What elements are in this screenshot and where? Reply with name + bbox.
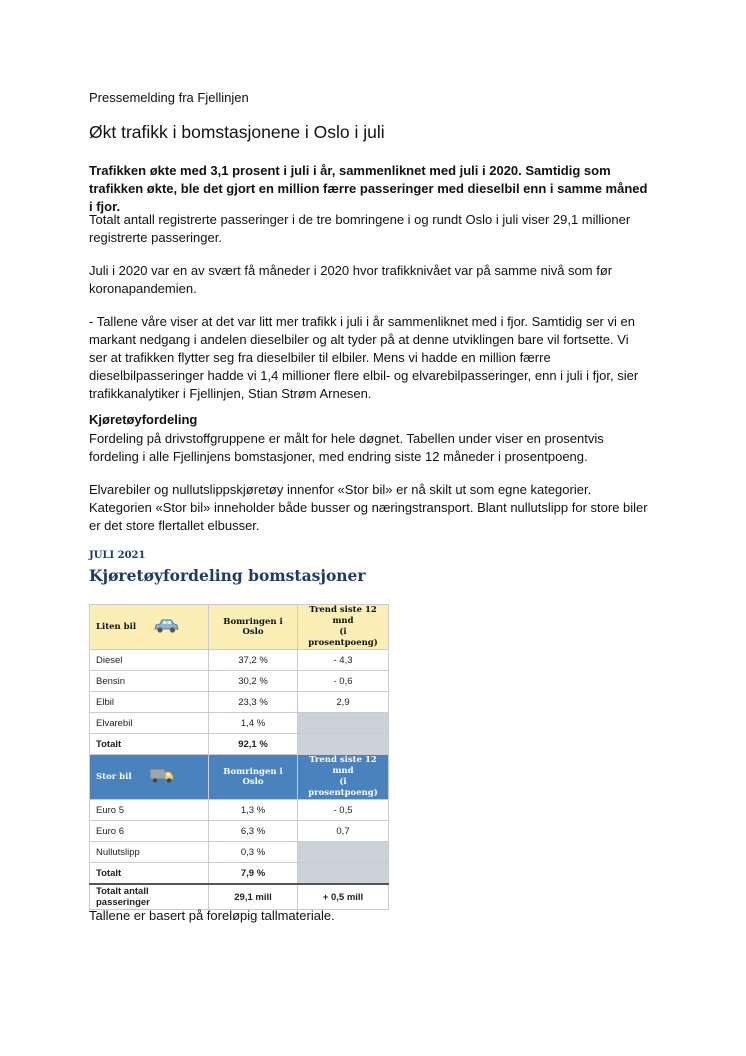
row-label: Euro 5 <box>90 800 209 821</box>
footer-note: Tallene er basert på foreløpig tallmateriale. <box>89 908 335 923</box>
table-row <box>90 821 389 842</box>
large-col-trend-header <box>298 755 389 800</box>
row-label: Elvarebil <box>90 713 209 734</box>
grand-total-trend: + 0,5 mill <box>298 884 389 910</box>
paragraph-3: - Tallene våre viser at det var litt mer trafikk i juli i år sammenliknet med i fjor. Samtidig ser vi en markant nedgang i andelen dieselbiler og alt tyder på at denne utviklingen bare vil fortsette. Vi ser at trafikken flytter seg fra dieselbiler til elbiler. Mens vi hadde en million færre dieselbilpasseringer hadde vi 1,4 millioner flere elbil- og elvarebilpasseringer, enn i juli i fjor, sier trafikkanalytiker i Fjellinjen, Stian Strøm Arnesen. <box>89 314 639 401</box>
small-col-trend-line2: (i prosentpoeng) <box>308 627 378 648</box>
large-vehicle-header-row <box>90 755 389 800</box>
total-label: Totalt <box>90 734 209 755</box>
total-value: 92,1 % <box>209 734 298 755</box>
large-vehicle-label: Stor bil <box>96 772 132 782</box>
row-trend: 2,9 <box>298 692 389 713</box>
truck-icon <box>149 768 175 787</box>
small-vehicle-label: Liten bil <box>96 622 137 632</box>
section-heading: Kjøretøyfordeling <box>89 412 198 427</box>
row-value: 1,3 % <box>209 800 298 821</box>
row-value: 0,3 % <box>209 842 298 863</box>
small-total-row <box>90 734 389 755</box>
row-label: Diesel <box>90 650 209 671</box>
row-label: Elbil <box>90 692 209 713</box>
row-label: Bensin <box>90 671 209 692</box>
row-value: 37,2 % <box>209 650 298 671</box>
row-trend: - 0,5 <box>298 800 389 821</box>
total-trend-empty <box>298 863 389 885</box>
row-trend-empty <box>298 713 389 734</box>
total-value: 7,9 % <box>209 863 298 885</box>
grand-total-row <box>90 884 389 910</box>
small-vehicle-header-row <box>90 605 389 650</box>
row-value: 1,4 % <box>209 713 298 734</box>
row-value: 23,3 % <box>209 692 298 713</box>
paragraph-2: Juli i 2020 var en av svært få måneder i 2020 hvor trafikknivået var på samme nivå som før koronapandemien. <box>89 263 613 296</box>
total-trend-empty <box>298 734 389 755</box>
section-paragraph-2: Elvarebiler og nullutslippskjøretøy innenfor «Stor bil» er nå skilt ut som egne kategorier. Kategorien «Stor bil» inneholder både busser og næringstransport. Blant nullutslipp for store biler er det store flertallet elbusser. <box>89 482 648 533</box>
row-label: Nullutslipp <box>90 842 209 863</box>
vehicle-distribution-table <box>89 604 389 910</box>
row-trend: - 0,6 <box>298 671 389 692</box>
table-title: Kjøretøyfordeling bomstasjoner <box>89 566 366 585</box>
row-label: Euro 6 <box>90 821 209 842</box>
large-col-trend-line2: (i prosentpoeng) <box>308 777 378 798</box>
section-paragraph-1: Fordeling på drivstoffgruppene er målt for hele døgnet. Tabellen under viser en prosentvis fordeling i alle Fjellinjens bomstasjoner, med endring siste 12 måneder i prosentpoeng. <box>89 431 604 464</box>
table-row <box>90 713 389 734</box>
small-col-trend-line1: Trend siste 12 mnd <box>309 605 377 626</box>
table-kicker: JULI 2021 <box>89 550 146 561</box>
paragraph-1: Totalt antall registrerte passeringer i de tre bomringene i og rundt Oslo i juli viser 29,1 millioner registrerte passeringer. <box>89 212 631 245</box>
table-row <box>90 650 389 671</box>
row-trend: 0,7 <box>298 821 389 842</box>
large-vehicle-header <box>90 755 209 800</box>
table-row <box>90 800 389 821</box>
row-trend-empty <box>298 842 389 863</box>
table-row <box>90 671 389 692</box>
pre-title: Pressemelding fra Fjellinjen <box>89 90 249 105</box>
grand-total-label: Totalt antall passeringer <box>90 884 209 910</box>
lead-paragraph: Trafikken økte med 3,1 prosent i juli i år, sammenliknet med juli i 2020. Samtidig som trafikken økte, ble det gjort en million færre passeringer med dieselbil enn i samme måned i fjor. <box>89 163 648 214</box>
total-label: Totalt <box>90 863 209 885</box>
large-col-trend-line1: Trend siste 12 mnd <box>309 755 377 776</box>
small-col-trend-header <box>298 605 389 650</box>
car-icon <box>153 618 179 637</box>
small-col-oslo-header: Bomringen i Oslo <box>209 605 298 650</box>
page-title: Økt trafikk i bomstasjonene i Oslo i juli <box>89 122 385 142</box>
row-value: 6,3 % <box>209 821 298 842</box>
row-value: 30,2 % <box>209 671 298 692</box>
table-row <box>90 692 389 713</box>
table-row <box>90 842 389 863</box>
large-col-oslo-header: Bomringen i Oslo <box>209 755 298 800</box>
row-trend: - 4,3 <box>298 650 389 671</box>
grand-total-value: 29,1 mill <box>209 884 298 910</box>
large-total-row <box>90 863 389 885</box>
small-vehicle-header <box>90 605 209 650</box>
